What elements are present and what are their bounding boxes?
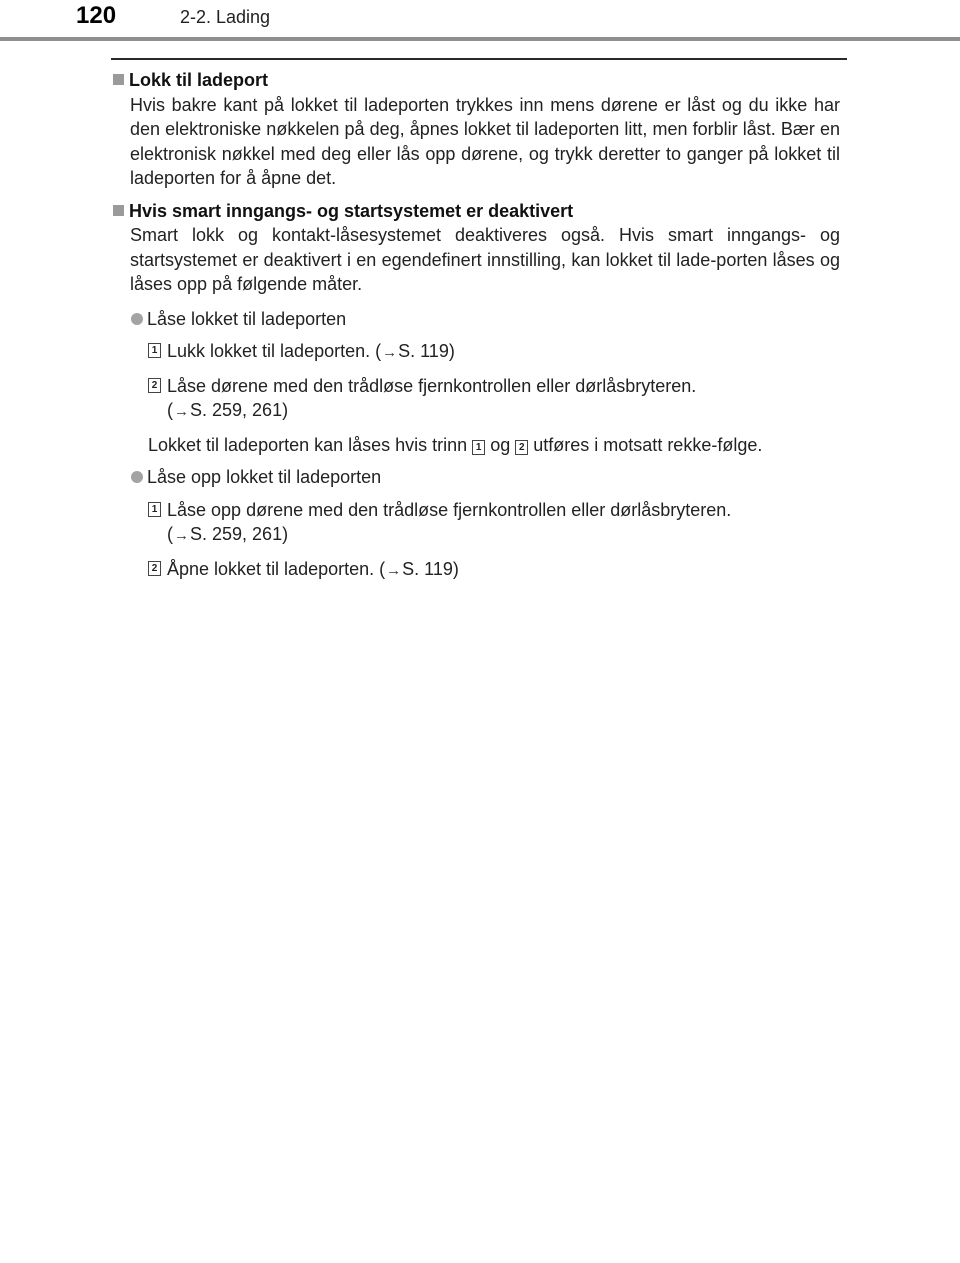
- arrow-right-icon: →: [382, 344, 398, 361]
- round-bullet-icon: [131, 471, 143, 483]
- unlock-step-2: [148, 557, 840, 584]
- unlock-step-1-text: Låse opp dørene med den trådløse fjernkontrollen eller dørlåsbryteren.: [167, 499, 732, 520]
- lock-note: [148, 433, 840, 458]
- bullet-lock: [130, 307, 840, 332]
- lock-note-part3: utføres i motsatt rekke-følge.: [533, 434, 763, 455]
- lock-step-1-ref: S. 119): [398, 341, 455, 361]
- content-rule: [111, 58, 847, 60]
- lock-step-2-text: Låse dørene med den trådløse fjernkontrollen eller dørlåsbryteren.: [167, 375, 697, 396]
- round-bullet-icon: [131, 313, 143, 325]
- bullet-unlock-text: Låse opp lokket til ladeporten: [147, 467, 382, 487]
- bullet-lock-text: Låse lokket til ladeporten: [147, 308, 347, 329]
- arrow-right-icon: →: [386, 561, 402, 579]
- paragraph-lid: Hvis bakre kant på lokket til ladeporten trykkes inn mens dørene er låst og du ikke har den elektroniske nøkkelen på deg, åpnes lokket til ladeporten litt, men forblir låst. Bær en elektronisk nøkkel med deg eller lås opp dørene, og trykk deretter to ganger på lokket til ladeporten for å åpne det.: [130, 94, 840, 188]
- step-number-box: 2: [148, 378, 161, 393]
- lock-step-1: [148, 339, 840, 366]
- heading-disabled-text: Hvis smart inngangs- og startsystemet er deaktivert: [129, 200, 574, 221]
- unlock-step-1-ref-open: (: [167, 524, 173, 544]
- paragraph-disabled: Smart lokk og kontakt-låsesystemet deaktiveres også. Hvis smart inngangs- og startsystemet er deaktivert i en egendefinert innstilling, kan lokket til lade-porten låses og låses opp på følgende måter.: [130, 225, 840, 294]
- unlock-step-2-text: Åpne lokket til ladeporten. (: [167, 558, 386, 579]
- lock-step-2-ref: S. 259, 261): [190, 400, 289, 420]
- arrow-right-icon: →: [174, 527, 189, 544]
- step-number-box: 1: [148, 343, 161, 358]
- arrow-right-icon: →: [174, 403, 189, 420]
- lock-note-part2: og: [490, 434, 511, 455]
- lock-step-2-ref-open: (: [167, 400, 173, 420]
- step-number-box: 2: [515, 440, 528, 455]
- step-number-box: 1: [148, 502, 161, 517]
- unlock-step-1-ref: S. 259, 261): [190, 524, 289, 544]
- step-number-box: 2: [148, 561, 161, 576]
- lock-note-part1: Lokket til ladeporten kan låses hvis trinn: [148, 434, 468, 455]
- bullet-unlock: [130, 465, 840, 490]
- lock-step-2: [148, 374, 840, 425]
- section-label: 2-2. Lading: [180, 7, 271, 27]
- square-bullet-icon: [113, 74, 124, 85]
- step-number-box: 1: [472, 440, 485, 455]
- unlock-step-2-ref: S. 119): [402, 558, 459, 579]
- heading-disabled: [111, 199, 840, 224]
- unlock-step-1: [148, 498, 840, 549]
- page-number: 120: [76, 2, 117, 29]
- square-bullet-icon: [113, 205, 124, 216]
- page-content: [111, 68, 840, 583]
- header-rule: [0, 37, 960, 41]
- lock-step-1-text: Lukk lokket til ladeporten. (: [167, 341, 382, 361]
- heading-lid: [111, 68, 840, 93]
- heading-lid-text: Lokk til ladeport: [129, 70, 269, 90]
